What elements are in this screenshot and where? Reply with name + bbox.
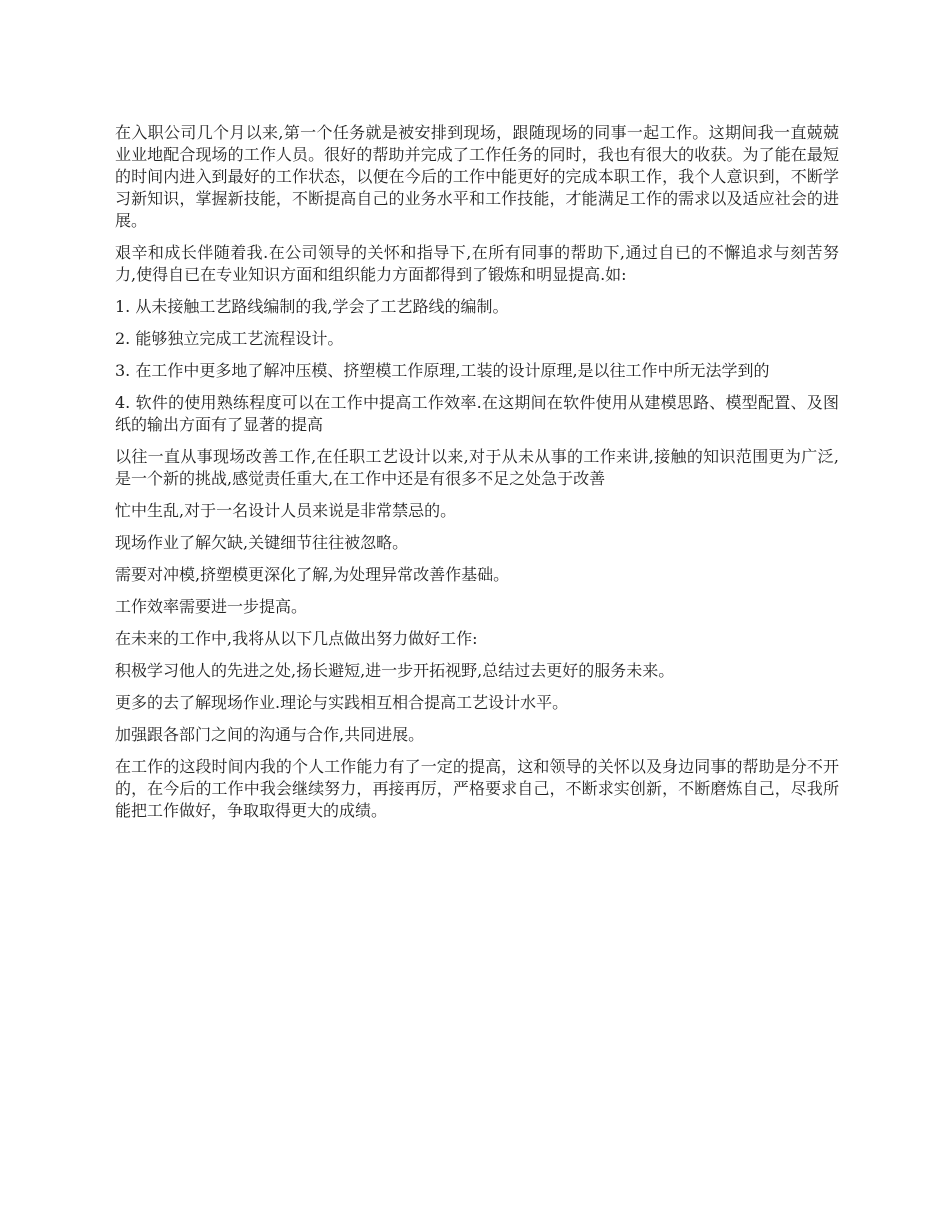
- shortcoming-item: 需要对冲模,挤塑模更深化了解,为处理异常改善作基础。: [115, 565, 510, 584]
- future-item: 积极学习他人的先进之处,扬长避短,进一步开拓视野,总结过去更好的服务未来。: [115, 661, 675, 680]
- paragraph-conclusion: 在工作的这段时间内我的个人工作能力有了一定的提高，这和领导的关怀以及身边同事的帮助是分不开的，在今后的工作中我会继续努力，再接再厉，严格要求自己，不断求实创新，不断磨炼自己，尽我所能把工作做好，争取取得更大的成绩。: [115, 757, 839, 820]
- future-item: 更多的去了解现场作业.理论与实践相互相合提高工艺设计水平。: [115, 693, 569, 712]
- paragraph-future-intro: 在未来的工作中,我将从以下几点做出努力做好工作:: [115, 629, 478, 648]
- shortcoming-item: 忙中生乱,对于一名设计人员来说是非常禁忌的。: [115, 501, 457, 520]
- list-item-4: 4. 软件的使用熟练程度可以在工作中提高工作效率.在这期间在软件使用从建模思路、模型配置、及图纸的输出方面有了显著的提高: [115, 393, 839, 434]
- document-page: [115, 122, 839, 832]
- future-item: 加强跟各部门之间的沟通与合作,共同进展。: [115, 725, 425, 744]
- list-item-3: 3. 在工作中更多地了解冲压模、挤塑模工作原理,工装的设计原理,是以往工作中所无法学到的: [115, 361, 770, 380]
- list-item-2: 2. 能够独立完成工艺流程设计。: [115, 329, 344, 348]
- paragraph-shortcomings: 以往一直从事现场改善工作,在任职工艺设计以来,对于从未从事的工作来讲,接触的知识范围更为广泛,是一个新的挑战,感觉责任重大,在工作中还是有很多不足之处急于改善: [115, 447, 839, 488]
- list-item-1: 1. 从未接触工艺路线编制的我,学会了工艺路线的编制。: [115, 297, 509, 316]
- paragraph-growth: 艰辛和成长伴随着我.在公司领导的关怀和指导下,在所有同事的帮助下,通过自已的不懈追求与刻苦努力,使得自已在专业知识方面和组织能力方面都得到了锻炼和明显提高.如:: [115, 243, 839, 284]
- shortcoming-item: 现场作业了解欠缺,关键细节往往被忽略。: [115, 533, 409, 552]
- paragraph-intro: 在入职公司几个月以来,第一个任务就是被安排到现场，跟随现场的同事一起工作。这期间我一直兢兢业业地配合现场的工作人员。很好的帮助并完成了工作任务的同时，我也有很大的收获。为了能在最短的时间内进入到最好的工作状态，以便在今后的工作中能更好的完成本职工作，我个人意识到，不断学习新知识，掌握新技能，不断提高自己的业务水平和工作技能，才能满足工作的需求以及适应社会的进展。: [115, 123, 839, 230]
- shortcoming-item: 工作效率需要进一步提高。: [115, 597, 308, 616]
